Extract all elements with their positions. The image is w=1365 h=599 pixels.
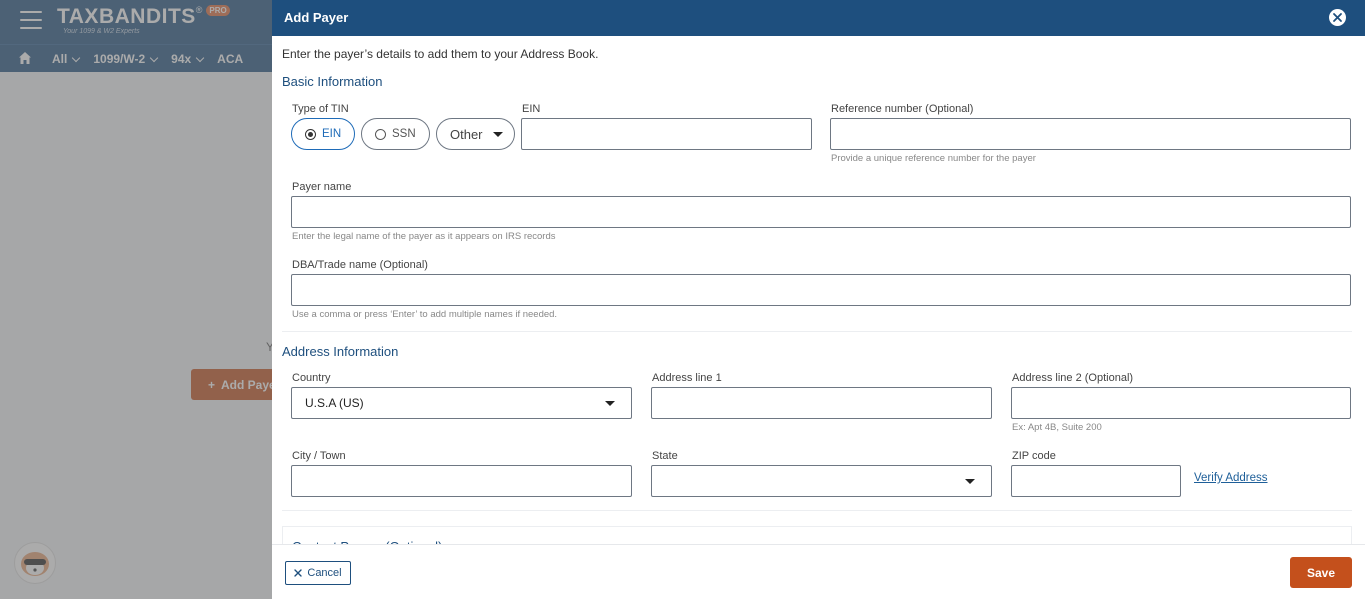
ein-input[interactable] (521, 118, 812, 150)
dba-label: DBA/Trade name (Optional) (292, 259, 428, 271)
dba-input[interactable] (291, 274, 1351, 306)
caret-down-icon (605, 401, 615, 406)
country-label: Country (292, 372, 331, 384)
address-line1-input[interactable] (651, 387, 992, 419)
city-label: City / Town (292, 450, 346, 462)
tin-option-label: SSN (392, 128, 416, 140)
state-label: State (652, 450, 678, 462)
reference-number-input[interactable] (830, 118, 1351, 150)
save-button[interactable]: Save (1290, 557, 1352, 588)
radio-unselected-icon (375, 129, 386, 140)
state-select[interactable] (651, 465, 992, 497)
reference-number-hint: Provide a unique reference number for the payer (831, 153, 1036, 164)
country-value: U.S.A (US) (305, 396, 364, 410)
section-divider (282, 331, 1352, 332)
drawer-footer (272, 544, 1365, 599)
tin-option-ein[interactable] (291, 118, 355, 150)
close-icon (294, 569, 302, 577)
address-line1-label: Address line 1 (652, 372, 722, 384)
radio-selected-icon (305, 129, 316, 140)
caret-down-icon (965, 479, 975, 484)
intro-text: Enter the payer’s details to add them to your Address Book. (282, 47, 599, 61)
drawer-body (272, 36, 1365, 544)
add-payer-drawer (272, 0, 1365, 599)
drawer-header (272, 0, 1365, 36)
tin-option-label: EIN (322, 128, 342, 140)
payer-name-label: Payer name (292, 181, 352, 193)
dba-hint: Use a comma or press ‘Enter’ to add multiple names if needed. (292, 309, 558, 320)
address-information-title: Address Information (282, 344, 399, 359)
basic-information-title: Basic Information (282, 74, 383, 89)
cancel-button[interactable] (285, 561, 351, 585)
close-button[interactable] (1329, 9, 1346, 26)
verify-address-link[interactable]: Verify Address (1194, 472, 1268, 484)
payer-name-hint: Enter the legal name of the payer as it appears on IRS records (292, 231, 556, 242)
drawer-title: Add Payer (284, 10, 349, 25)
other-label: Other (450, 126, 483, 142)
city-input[interactable] (291, 465, 632, 497)
caret-down-icon (493, 132, 503, 137)
tin-other-dropdown[interactable] (436, 118, 515, 150)
address-line2-hint: Ex: Apt 4B, Suite 200 (1012, 422, 1102, 433)
reference-number-label: Reference number (Optional) (831, 103, 974, 115)
section-divider (282, 510, 1352, 511)
ein-label: EIN (522, 103, 541, 115)
payer-name-input[interactable] (291, 196, 1351, 228)
country-select[interactable] (291, 387, 632, 419)
type-of-tin-label: Type of TIN (292, 103, 349, 115)
zip-code-input[interactable] (1011, 465, 1181, 497)
tin-option-ssn[interactable] (361, 118, 430, 150)
address-line2-label: Address line 2 (Optional) (1012, 372, 1134, 384)
zip-code-label: ZIP code (1012, 450, 1056, 462)
address-line2-input[interactable] (1011, 387, 1351, 419)
cancel-label: Cancel (307, 567, 342, 579)
close-icon (1333, 13, 1342, 22)
